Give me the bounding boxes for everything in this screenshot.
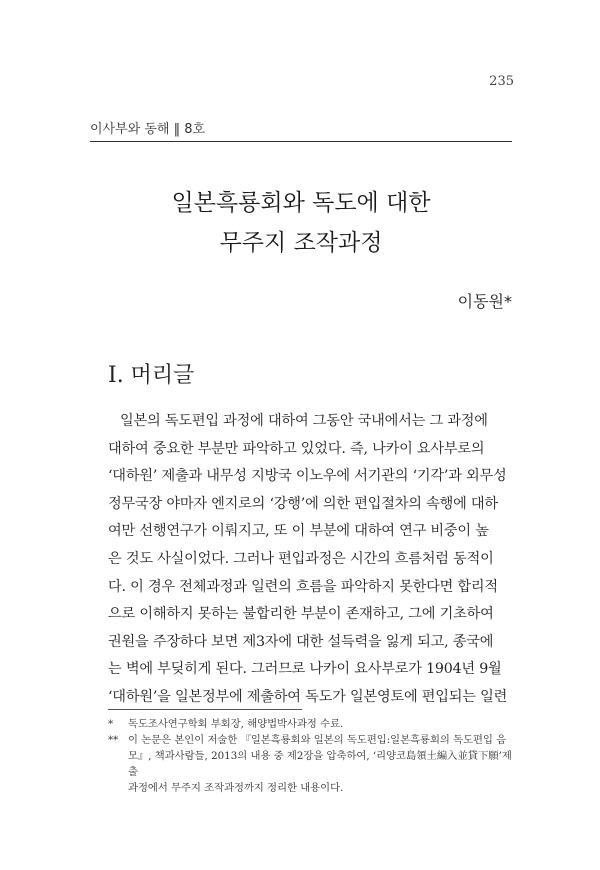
body-text [108,408,514,712]
footnote-2 [108,732,514,796]
body-line: 정무국장 야마자 엔지로의 ‘강행’에 의한 편입절차의 속행에 대하 [108,495,498,512]
footnote-1 [108,716,514,732]
paper-title [90,183,512,263]
footnote-rule [108,709,302,710]
footnote-text: 독도조사연구학회 부회장, 해양법박사과정 수료. [128,718,344,730]
footnote-text: 이 논문은 본인이 저술한 『일본흑룡회와 일본의 독도편입:일본흑룡회의 독도편입 음 [128,734,507,746]
footnote-mark: ** [108,734,119,746]
section-heading: Ⅰ. 머리글 [108,363,195,388]
footnote-mark: * [108,718,114,730]
body-line: 다. 이 경우 전체과정과 일련의 흐름을 파악하지 못한다면 합리적 [108,578,498,595]
header-rule [90,141,512,142]
footnote-text-cont: 모』, 책과사람들, 2013의 내용 중 제2장을 압축하여, ‘리양코島領土編入並貸下願’제출 [128,750,512,778]
body-line: 대하여 중요한 부분만 파악하고 있었다. 즉, 나카이 요사부로의 [108,440,485,457]
body-line: ‘대하원’ 제출과 내무성 지방국 이노우에 서기관의 ‘기각’과 외무성 [108,468,507,485]
body-line: 권원을 주장하다 보면 제3자에 대한 설득력을 잃게 되고, 종국에 [108,633,494,650]
title-line: 일본흑룡회와 독도에 대한 [171,190,431,216]
body-line: 일본의 독도편입 과정에 대하여 그동안 국내에서는 그 과정에 [120,413,488,429]
running-header: 이사부와 동해 ‖ 8호 [90,122,206,137]
title-line: 무주지 조작과정 [219,230,383,256]
body-line: ‘대하원’을 일본정부에 제출하여 독도가 일본영토에 편입되는 일련 [108,688,508,705]
body-line: 여만 선행연구가 이뤄지고, 또 이 부분에 대하여 연구 비중이 높 [108,523,489,540]
body-line: 은 것도 사실이었다. 그러나 편입과정은 시간의 흐름처럼 동적이 [108,550,494,567]
page-number: 235 [489,74,514,89]
author: 이동원* [457,292,512,311]
body-line: 으로 이해하지 못하는 불합리한 부분이 존재하고, 그에 기초하여 [108,606,494,623]
body-line: 는 벽에 부딪히게 된다. 그러므로 나카이 요사부로가 1904년 9월 [108,661,502,678]
footnote-text-cont: 과정에서 무주지 조작과정까지 정리한 내용이다. [128,782,344,794]
